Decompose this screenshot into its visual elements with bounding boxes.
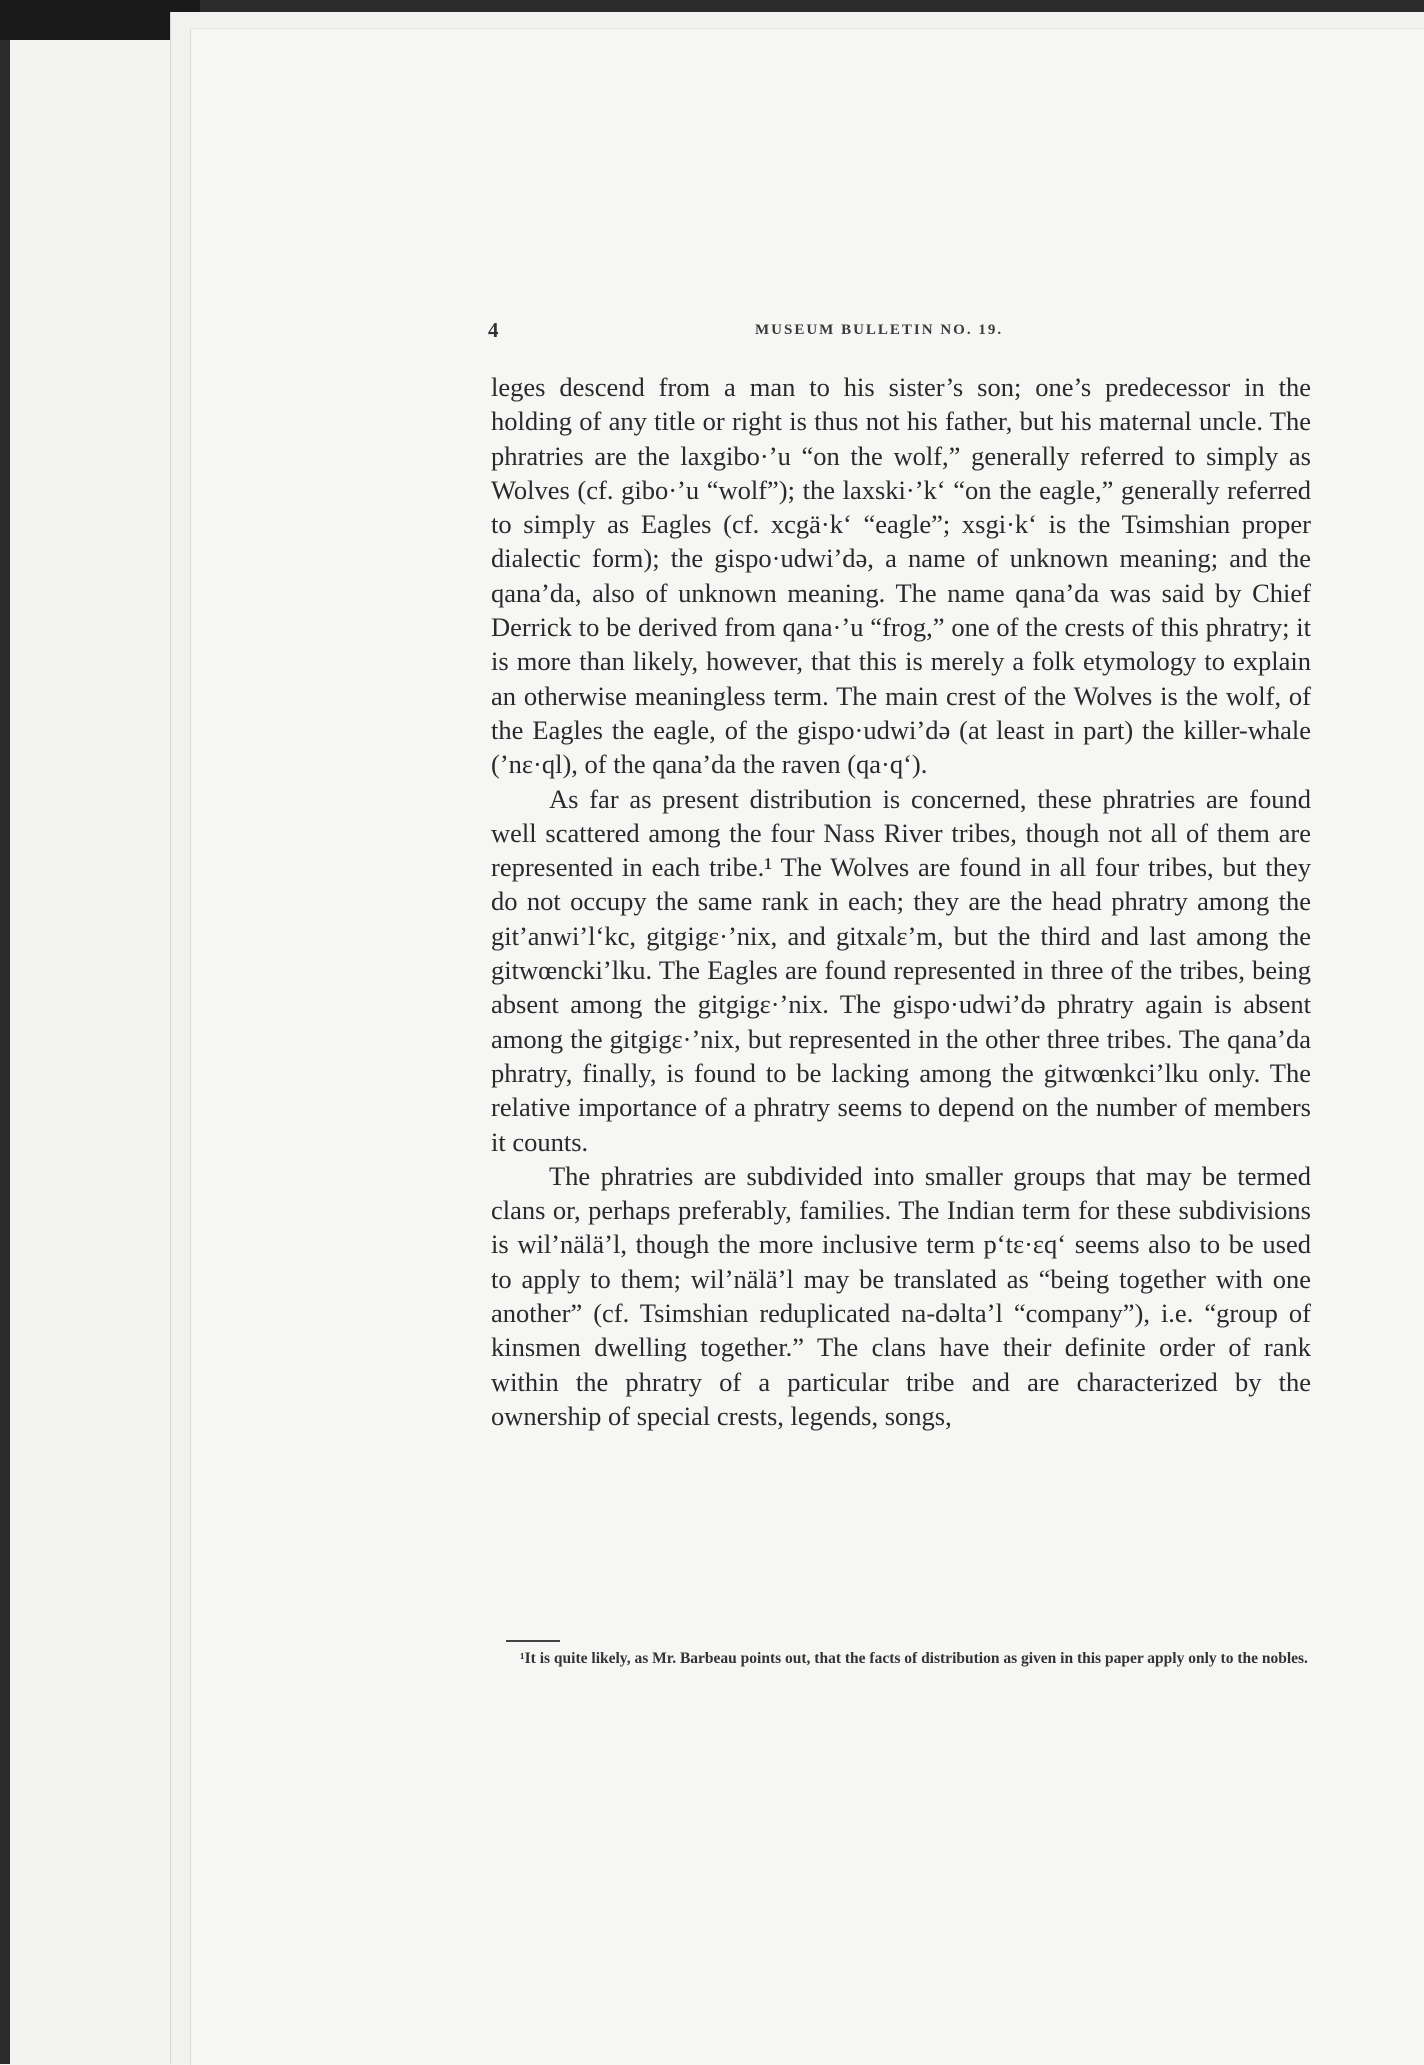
footnote-rule (506, 1640, 560, 1642)
scan-border-left (0, 0, 10, 2064)
page-number: 4 (488, 318, 499, 342)
running-head (488, 318, 1308, 348)
paragraph-clans: The phratries are subdivided into smaller groups that may be termed clans or, perhaps preferably, families. The Indian term for these subdivisions is wil’nälä’l, though the more inclusive term p‘tɛ·ɛq‘ seems also to be used to apply to them; wil’nälä’l may be translated as “being together with one another” (cf. Tsimshian reduplicated na-dəlta’l “company”), i.e. “group of kinsmen dwelling together.” The clans have their definite order of rank within the phratry of a particular tribe and are characterized by the ownership of special crests, legends, songs, (491, 1160, 1311, 1431)
body-text (491, 370, 1311, 1433)
paragraph-continued: leges descend from a man to his sister’s son; one’s predecessor in the holding of any title or right is thus not his father, but his maternal uncle. The phratries are the laxgibo·’u “on the wolf,” generally referred to simply as Wolves (cf. gibo·’u “wolf”); the laxski·’k‘ “on the eagle,” generally referred to simply as Eagles (cf. xcgä·k‘ “eagle”; xsgi·k‘ is the Tsimshian proper dialectic form); the gispo·udwi’də, a name of unknown meaning; and the qana’da, also of unknown meaning. The name qana’da was said by Chief Derrick to be derived from qana·’u “frog,” one of the crests of this phratry; it is more than likely, however, that this is merely a folk etymology to explain an otherwise meaningless term. The main crest of the Wolves is the wolf, of the Eagles the eagle, of the gispo·udwi’də (at least in part) the killer-whale (’nɛ·ql), of the qana’da the raven (qa·q‘). (491, 372, 1311, 780)
paragraph-distribution: As far as present distribution is concerned, these phratries are found well scattered among the four Nass River tribes, though not all of them are represented in each tribe.¹ The Wolves are found in all four tribes, but they do not occupy the same rank in each; they are the head phratry among the git’anwi’l‘kc, gitgigɛ·’nix, and gitxalɛ’m, but the third and last among the gitwœncki’lku. The Eagles are found represented in three of the tribes, being absent among the gitgigɛ·’nix. The gispo·udwi’də phratry again is absent among the gitgigɛ·’nix, but represented in the other three tribes. The qana’da phratry, finally, is found to be lacking among the gitwœnkci’lku only. The relative importance of a phratry seems to depend on the number of members it counts. (491, 783, 1311, 1157)
bulletin-title: MUSEUM BULLETIN NO. 19. (755, 322, 1004, 338)
footnote: ¹It is quite likely, as Mr. Barbeau points out, that the facts of distribution as given in this paper apply only to the nobles. (520, 1650, 1308, 1667)
